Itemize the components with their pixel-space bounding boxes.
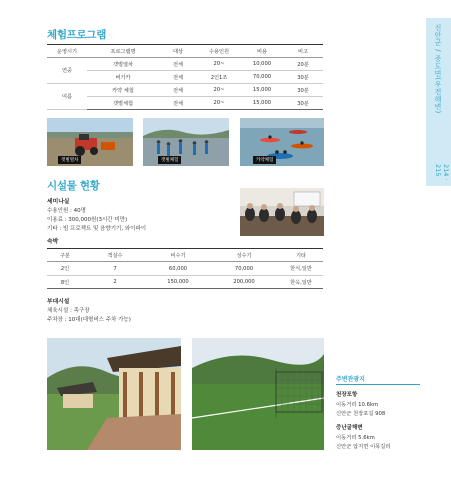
- table-cell: 200,000: [209, 276, 279, 289]
- season-cell: 연중: [47, 58, 87, 84]
- nearby-item-address: 신안군 천장포길 908: [336, 411, 386, 417]
- header-cell: 비용: [241, 45, 283, 58]
- caption-kayak: 카약체험: [253, 156, 276, 164]
- table-cell: 전체: [159, 84, 197, 97]
- program-table-header: [47, 45, 323, 58]
- lodging-table-header: [47, 249, 323, 262]
- seminar-fee: 이용료 : 300,000원(3시간 미만): [47, 217, 128, 223]
- extra-sports: 체육시설 : 족구장: [47, 308, 90, 314]
- table-cell: 갯벌열차: [87, 58, 159, 71]
- table-row: [47, 84, 323, 97]
- table-cell: 2인1조: [197, 71, 241, 84]
- page-numbers: 214 · 215: [434, 164, 450, 181]
- photo-mudflat-experience: [143, 118, 229, 166]
- nearby-item-address: 신안군 압지면 이목길리: [336, 444, 391, 450]
- table-row: [47, 58, 323, 71]
- table-row: [47, 71, 323, 84]
- side-tab-text: 신안군 / 증도면(우전해변): [434, 24, 442, 114]
- lodging-table: [47, 248, 323, 289]
- season-cell: 여름: [47, 84, 87, 110]
- seminar-label: 세미나실: [47, 199, 70, 205]
- table-cell: 15,000: [241, 97, 283, 110]
- table-cell: 60,000: [147, 262, 209, 276]
- table-cell: 8인: [47, 276, 83, 289]
- header-cell: 운영시기: [47, 45, 87, 58]
- side-tab: [426, 18, 451, 186]
- header-cell: 구분: [47, 249, 83, 262]
- table-cell: 전체: [159, 71, 197, 84]
- table-cell: 150,000: [147, 276, 209, 289]
- nearby-item-distance: 이동거리 10.6km: [336, 402, 379, 408]
- table-cell: 70,000: [209, 262, 279, 276]
- table-cell: 2: [83, 276, 147, 289]
- nearby-item-distance: 이동거리 5.6km: [336, 435, 375, 441]
- caption-mudflat-experience: 갯벌체험: [158, 156, 181, 164]
- photo-sports-field: [192, 338, 324, 450]
- table-row: [47, 262, 323, 276]
- table-cell: 20~: [197, 97, 241, 110]
- header-cell: 기타: [279, 249, 323, 262]
- table-cell: 15,000: [241, 84, 283, 97]
- header-cell: 프로그램명: [87, 45, 159, 58]
- header-cell: 수용인원: [197, 45, 241, 58]
- table-cell: 30분: [283, 84, 323, 97]
- table-cell: 30분: [283, 97, 323, 110]
- table-cell: 전체: [159, 58, 197, 71]
- header-cell: 대상: [159, 45, 197, 58]
- table-cell: 갯벌체험: [87, 97, 159, 110]
- table-cell: 20분: [283, 58, 323, 71]
- table-cell: 한옥,일반: [279, 276, 323, 289]
- table-cell: 20~: [197, 84, 241, 97]
- extra-facility-label: 부대시설: [47, 299, 70, 305]
- header-cell: 성수기: [209, 249, 279, 262]
- table-row: [47, 97, 323, 110]
- table-cell: 버기카: [87, 71, 159, 84]
- nearby-divider: [336, 384, 420, 385]
- nearby-title: 주변관광지: [336, 376, 365, 383]
- table-cell: 카약 체험: [87, 84, 159, 97]
- table-row: [47, 276, 323, 289]
- table-cell: 30분: [283, 71, 323, 84]
- extra-parking: 주차장 : 10대(대형버스 주차 가능): [47, 317, 131, 323]
- table-cell: 20~: [197, 58, 241, 71]
- table-cell: 2인: [47, 262, 83, 276]
- table-cell: 10,000: [241, 58, 283, 71]
- table-cell: 70,000: [241, 71, 283, 84]
- seminar-etc: 기타 : 빔 프로젝트 및 음향기기, 와이파이: [47, 226, 147, 232]
- facility-title: 시설물 현황: [47, 180, 100, 192]
- caption-mudflat-train: 갯벌열차: [58, 156, 81, 164]
- photo-seminar-room: [240, 188, 324, 236]
- table-cell: 한식,일반: [279, 262, 323, 276]
- photo-hanok-building: [47, 338, 181, 450]
- nearby-item-name: 증난굴해변: [336, 425, 363, 431]
- lodging-label: 숙박: [47, 239, 59, 245]
- program-title: 체험프로그램: [47, 29, 107, 41]
- header-cell: 비수기: [147, 249, 209, 262]
- header-cell: 객실수: [83, 249, 147, 262]
- nearby-item-name: 천장포항: [336, 392, 358, 398]
- program-table: [47, 44, 323, 110]
- table-cell: 전체: [159, 97, 197, 110]
- table-cell: 7: [83, 262, 147, 276]
- seminar-capacity: 수용인원 : 40명: [47, 208, 86, 214]
- header-cell: 비고: [283, 45, 323, 58]
